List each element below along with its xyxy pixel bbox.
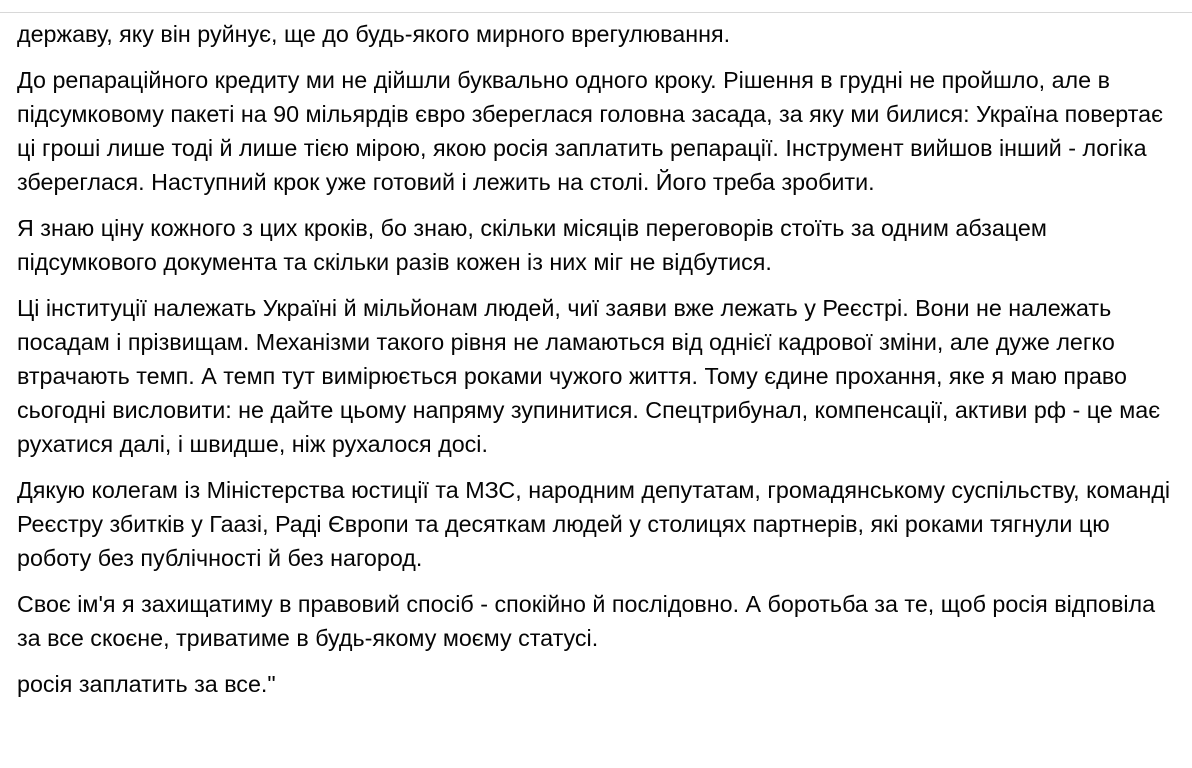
post-paragraph: росія заплатить за все.": [17, 671, 276, 697]
post-paragraph: Своє ім'я я захищатиму в правовий спосіб - спокійно й послідовно. А боротьба за те, щоб росія відповіла за все скоєне, триватиме в будь-якому моєму статусі.: [17, 591, 1156, 651]
post-paragraph: Я знаю ціну кожного з цих кроків, бо знаю, скільки місяців переговорів стоїть за одним абзацем підсумкового документа та скільки разів кожен із них міг не відбутися.: [17, 215, 1047, 275]
post-paragraph: Ці інституції належать Україні й мільйонам людей, чиї заяви вже лежать у Реєстрі. Вони не належать посадам і прізвищам. Механізми такого рівня не ламаються від однієї кадрової зміни, але дуже легко втрачають темп. А темп тут вимірюється роками чужого життя. Тому єдине прохання, яке я маю право сьогодні висловити: не дайте цьому напряму зупинитися. Спецтрибунал, компенсації, активи рф - це має рухатися далі, і швидше, ніж рухалося досі.: [17, 295, 1161, 457]
post-paragraph: державу, яку він руйнує, ще до будь-якого мирного врегулювання.: [17, 21, 731, 47]
post-paragraph: Дякую колегам із Міністерства юстиції та МЗС, народним депутатам, громадянському суспільству, команді Реєстру збитків у Гаазі, Раді Європи та десяткам людей у столицях партнерів, які роками тягнули цю роботу без публічності й без нагород.: [17, 477, 1171, 571]
post-paragraph: До репараційного кредиту ми не дійшли буквально одного кроку. Рішення в грудні не пройшло, але в підсумковому пакеті на 90 мільярдів євро збереглася головна засада, за яку ми билися: Україна повертає ці гроші лише тоді й лише тією мірою, якою росія заплатить репарації. Інструмент вийшов інший - логіка збереглася. Наступний крок уже готовий і лежить на столі. Його треба зробити.: [17, 67, 1163, 195]
post-text: [17, 17, 1182, 713]
top-divider: [0, 0, 1192, 13]
